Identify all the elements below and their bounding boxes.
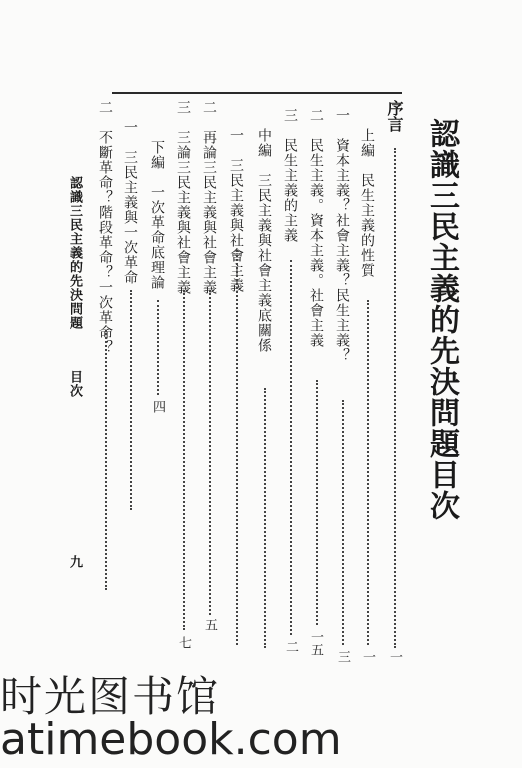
toc-entry-page: 四 bbox=[150, 400, 165, 413]
toc-entry-label: 中編 三民主義與社會主義底關係 bbox=[256, 128, 272, 353]
toc-leader-dots bbox=[394, 148, 396, 648]
running-page-number: 九 bbox=[67, 555, 82, 569]
toc-leader-dots bbox=[105, 330, 107, 590]
toc-entry-label: 二 再論三民主義與社會主義 bbox=[201, 100, 217, 295]
toc-leader-dots bbox=[367, 300, 369, 645]
toc-entry-label: 一 三民主義與社會主義 bbox=[228, 128, 244, 293]
running-title: 認識三民主義的先決問題 bbox=[67, 176, 82, 330]
toc-preface-page: 一 bbox=[387, 650, 402, 663]
toc-leader-dots bbox=[290, 260, 292, 635]
toc-entry-page: 三 bbox=[335, 650, 350, 663]
watermark-line-2: atimebook.com bbox=[0, 714, 342, 765]
page-title: 認識三民主義的先決問題目次 bbox=[424, 118, 459, 521]
toc-entry-label: 一 三民主義與一次革命 bbox=[122, 120, 138, 285]
toc-entry-page: 七 bbox=[176, 636, 191, 649]
toc-entry-page: 一 bbox=[360, 650, 375, 663]
toc-entry-label: 二 不斷革命？階段革命？一次革命？ bbox=[97, 100, 113, 355]
toc-entry-label: 上編 民生主義的性質 bbox=[359, 128, 375, 278]
toc-leader-dots bbox=[130, 290, 132, 510]
toc-entry-label: 一 資本主義？社會主義？民生主義？ bbox=[334, 108, 350, 363]
header-rule bbox=[112, 92, 402, 94]
toc-leader-dots bbox=[342, 400, 344, 645]
toc-entry-page: 一五 bbox=[308, 630, 323, 656]
toc-entry-label: 三 民生主義的主義 bbox=[282, 108, 298, 243]
toc-entry-label: 下編 一次革命底理論 bbox=[149, 140, 165, 290]
toc-preface-label: 序言 bbox=[385, 100, 404, 132]
toc-leader-dots bbox=[316, 380, 318, 625]
watermark-line-1: 时光图书馆 bbox=[0, 672, 221, 721]
running-mark: 目次 bbox=[67, 370, 82, 398]
toc-entry-page: 二 bbox=[283, 640, 298, 653]
toc-entry-page: 五 bbox=[202, 618, 217, 631]
toc-leader-dots bbox=[236, 250, 238, 645]
toc-leader-dots bbox=[183, 290, 185, 630]
toc-entry-label: 三 三論三民主義與社會主義 bbox=[175, 100, 191, 295]
toc-leader-dots bbox=[209, 290, 211, 615]
toc-leader-dots bbox=[264, 388, 266, 648]
toc-entry-label: 二 民生主義。資本主義。社會主義 bbox=[308, 108, 324, 348]
toc-leader-dots bbox=[157, 300, 159, 395]
